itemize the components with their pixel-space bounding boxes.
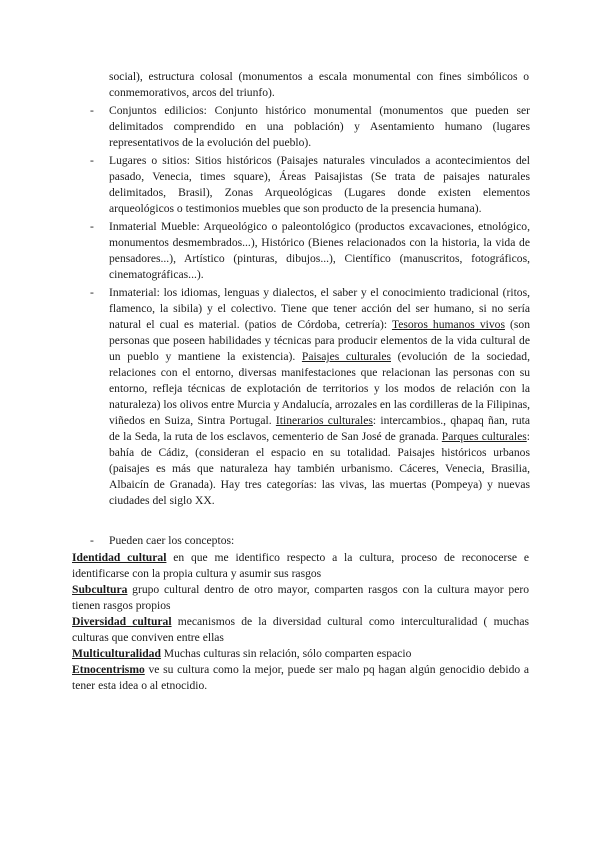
- underlined-term-itinerarios: Itinerarios culturales: [275, 414, 373, 427]
- definition-text: mecanismos de la diversidad cultural como interculturalidad ( muchas culturas que conviven entre ellas: [72, 615, 530, 644]
- definition-text: grupo cultural dentro de otro mayor, comparten rasgos con la cultura mayor pero tienen rasgos propios: [72, 583, 529, 612]
- text-run: : bahía de Cádiz, (consideran el espacio en su totalidad. Paisajes históricos urbanos (paisajes es más que naturaleza hay también urbanismo. Cáceres, Venecia, Brasilia, Albaicín de Granada). Hay tres categorías: las vivas, las muertas (Pompeya) y nuevas ciudades del siglo XX.: [109, 430, 530, 507]
- definition-term: Etnocentrismo: [72, 663, 145, 676]
- definition-etnocentrismo: [72, 662, 529, 694]
- bullet-text: Inmaterial Mueble: Arqueológico o paleontológico (productos excavaciones, etnológico, monumentos desmembrados...), Histórico (Bienes relacionados con la historia, la vida de pensadores...), Artístico (pinturas, dibujos...), Científico (manuscritos, fotográficos, cinematográficas...).: [109, 220, 530, 281]
- list-item: [90, 285, 530, 509]
- definition-text: en que me identifico respecto a la cultura, proceso de reconocerse e identificarse con la propia cultura y asumir sus rasgos: [72, 551, 530, 580]
- definition-subcultura: [72, 582, 529, 614]
- bullet-text: Conjuntos edilicios: Conjunto histórico monumental (monumentos que pueden ser delimitados comprendido en una población) y Asentamiento humano (lugares representativos de la evolución del pueblo).: [109, 104, 530, 149]
- definition-diversidad: [72, 614, 529, 646]
- list-item: [90, 219, 530, 283]
- text-run: : intercambios., qhapaq ñan, ruta de la Seda, la ruta de los esclavos, cementerio de San José de granada.: [109, 414, 530, 443]
- underlined-term-parques: Parques culturales: [441, 430, 527, 443]
- definition-term: Diversidad cultural: [72, 615, 172, 628]
- heritage-bullet-list: [90, 103, 530, 511]
- definitions-list: [72, 550, 529, 694]
- continuation-paragraph: social), estructura colosal (monumentos a escala monumental con fines simbólicos o conmemorativos, arcos del triunfo).: [109, 70, 529, 99]
- underlined-term-paisajes: Paisajes culturales: [301, 350, 391, 363]
- text-run: (evolución de la sociedad, relaciones con el entorno, diversas manifestaciones que relacionan las personas con su entorno, refleja técnicas de explotación de territorios y los modos de relación con la naturaleza) los olivos entre Murcia y Andalucía, arrozales en las cordilleras de la Filipinas, viñedos en Suiza, Sintra Portugal.: [109, 350, 530, 427]
- bullet-dash: -: [90, 220, 94, 233]
- concepts-intro-text: Pueden caer los conceptos:: [109, 534, 235, 547]
- definition-text: ve su cultura como la mejor, puede ser malo pq hagan algún genocidio debido a tener esta idea o al etnocidio.: [72, 663, 529, 692]
- bullet-dash: -: [90, 534, 94, 547]
- list-item: [90, 153, 530, 217]
- concepts-intro: [90, 533, 530, 549]
- list-item: [90, 103, 530, 151]
- text-run: Inmaterial: los idiomas, lenguas y dialectos, el saber y el conocimiento tradicional (ritos, flamenco, la sibila) y el colectivo. Tiene que tener acción del ser humano, si no sería natural el cual es material. (patios de Córdoba, cetrería):: [109, 286, 530, 331]
- bullet-dash: -: [90, 154, 94, 167]
- definition-term: Subcultura: [72, 583, 128, 596]
- bullet-text: [109, 285, 530, 509]
- definition-term: Identidad cultural: [72, 551, 167, 564]
- definition-multiculturalidad: [72, 646, 529, 662]
- underlined-term-tesoros: Tesoros humanos vivos: [391, 318, 505, 331]
- definition-text: Muchas culturas sin relación, sólo comparten espacio: [160, 647, 412, 660]
- definition-identidad: [72, 550, 529, 582]
- definition-term: Multiculturalidad: [72, 647, 161, 660]
- bullet-text: Lugares o sitios: Sitios históricos (Paisajes naturales vinculados a acontecimientos del pasado, Venecia, times square), Áreas Paisajistas (Se trata de paisajes naturales delimitados, Brasil), Zonas Arqueológicas (Lugares donde existen elementos arqueológicos o testimonios muebles que son producto de la presencia humana).: [109, 154, 530, 215]
- bullet-dash: -: [90, 286, 94, 299]
- bullet-dash: -: [90, 104, 94, 117]
- text-run: (son personas que poseen habilidades y técnicas para producir elementos de la vida cultural de un pueblo y mantiene la existencia).: [109, 318, 530, 363]
